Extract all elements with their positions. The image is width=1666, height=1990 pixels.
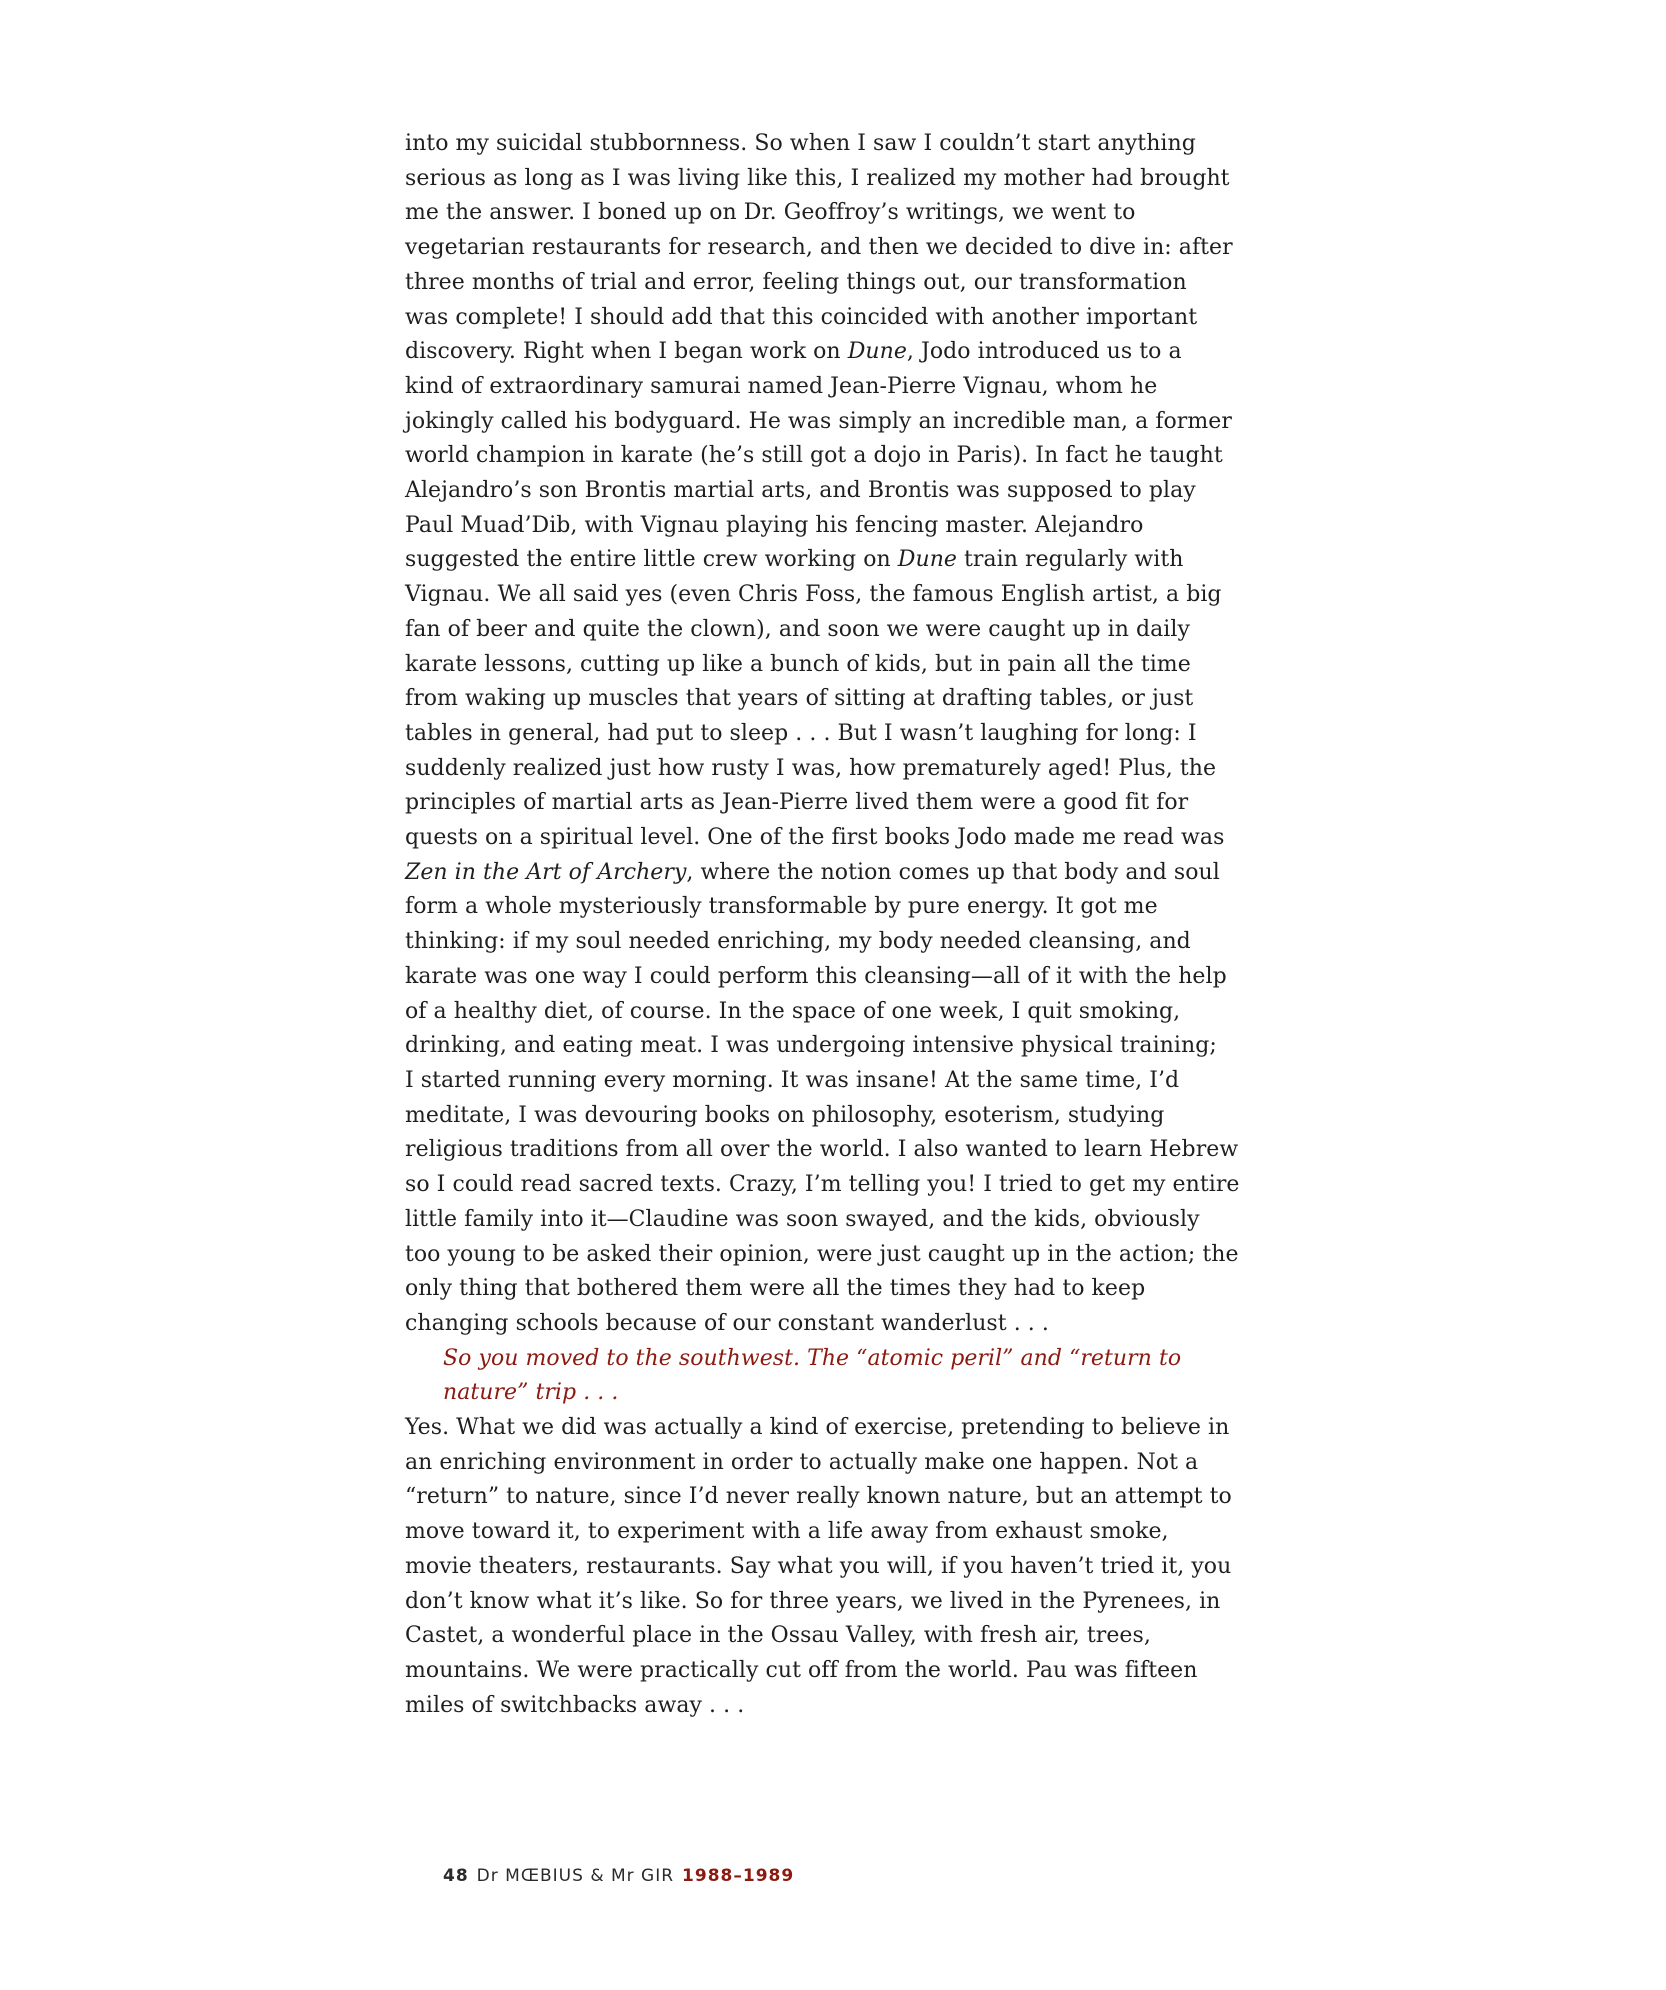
- text-run: , Jodo introduced us to a: [906, 339, 1182, 365]
- text-line: drinking, and eating meat. I was undergoing intensive physical training;: [405, 1033, 1217, 1059]
- text-line: of a healthy diet, of course. In the space of one week, I quit smoking,: [405, 998, 1181, 1024]
- text-line: Alejandro’s son Brontis martial arts, and Brontis was supposed to play: [405, 478, 1196, 504]
- text-line: only thing that bothered them were all the times they had to keep: [405, 1276, 1146, 1302]
- text-line: fan of beer and quite the clown), and soon we were caught up in daily: [405, 616, 1190, 642]
- text-line: kind of extraordinary samurai named Jean-Pierre Vignau, whom he: [405, 373, 1158, 399]
- text-line: three months of trial and error, feeling things out, our transformation: [405, 269, 1187, 295]
- text-line: Paul Muad’Dib, with Vignau playing his fencing master. Alejandro: [405, 512, 1144, 538]
- book-title-dune: Dune: [847, 339, 907, 365]
- text-line: suddenly realized just how rusty I was, how prematurely aged! Plus, the: [405, 755, 1217, 781]
- answer-paragraph-2: [405, 1411, 1245, 1723]
- running-title: Dr MŒBIUS & Mr GIR: [476, 1866, 675, 1886]
- text-line: [405, 335, 1245, 370]
- text-line: form a whole mysteriously transformable by pure energy. It got me: [405, 894, 1158, 920]
- text-line: thinking: if my soul needed enriching, my body needed cleansing, and: [405, 929, 1191, 955]
- text-run: train regularly with: [957, 547, 1184, 573]
- text-line: jokingly called his bodyguard. He was simply an incredible man, a former: [405, 408, 1232, 434]
- text-line: quests on a spiritual level. One of the first books Jodo made me read was: [405, 825, 1225, 851]
- text-line: too young to be asked their opinion, were just caught up in the action; the: [405, 1241, 1239, 1267]
- chapter-years: 1988–1989: [682, 1866, 795, 1886]
- text-line: karate lessons, cutting up like a bunch of kids, but in pain all the time: [405, 651, 1191, 677]
- book-title-zen: Zen in the Art of Archery: [405, 859, 687, 885]
- text-line: so I could read sacred texts. Crazy, I’m telling you! I tried to get my entire: [405, 1172, 1240, 1198]
- text-run: suggested the entire little crew working on: [405, 547, 898, 573]
- text-line: religious traditions from all over the world. I also wanted to learn Hebrew: [405, 1137, 1239, 1163]
- text-line: Yes. What we did was actually a kind of exercise, pretending to believe in: [405, 1415, 1230, 1441]
- interview-question: [405, 1342, 1245, 1411]
- text-line: [405, 856, 1245, 891]
- text-line: me the answer. I boned up on Dr. Geoffroy’s writings, we went to: [405, 200, 1136, 226]
- text-line: don’t know what it’s like. So for three years, we lived in the Pyrenees, in: [405, 1588, 1221, 1614]
- text-line: karate was one way I could perform this cleansing—all of it with the help: [405, 963, 1227, 989]
- text-line: “return” to nature, since I’d never really known nature, but an attempt to: [405, 1484, 1232, 1510]
- question-line: So you moved to the southwest. The “atomic peril” and “return to: [443, 1345, 1182, 1371]
- book-title-dune: Dune: [897, 547, 957, 573]
- text-line: Castet, a wonderful place in the Ossau Valley, with fresh air, trees,: [405, 1623, 1151, 1649]
- text-line: principles of martial arts as Jean-Pierre lived them were a good fit for: [405, 790, 1189, 816]
- text-line: into my suicidal stubbornness. So when I saw I couldn’t start anything: [405, 131, 1196, 156]
- text-line: little family into it—Claudine was soon swayed, and the kids, obviously: [405, 1206, 1200, 1232]
- text-line: movie theaters, restaurants. Say what you will, if you haven’t tried it, you: [405, 1553, 1232, 1579]
- page-number: 48: [443, 1866, 469, 1886]
- text-line: world champion in karate (he’s still got a dojo in Paris). In fact he taught: [405, 443, 1223, 469]
- text-line: I started running every morning. It was insane! At the same time, I’d: [405, 1067, 1180, 1093]
- text-line: meditate, I was devouring books on philosophy, esoterism, studying: [405, 1102, 1165, 1128]
- text-line: from waking up muscles that years of sitting at drafting tables, or just: [405, 686, 1194, 712]
- text-line: vegetarian restaurants for research, and then we decided to dive in: after: [405, 235, 1233, 261]
- page-footer: [443, 1866, 794, 1886]
- text-run: discovery. Right when I began work on: [405, 339, 848, 365]
- text-line: Vignau. We all said yes (even Chris Foss, the famous English artist, a big: [405, 582, 1222, 608]
- text-line: [405, 543, 1245, 578]
- answer-paragraph-1: [405, 127, 1245, 1342]
- body-text: [405, 127, 1245, 1723]
- text-line: move toward it, to experiment with a life away from exhaust smoke,: [405, 1519, 1169, 1545]
- text-line: was complete! I should add that this coincided with another important: [405, 304, 1198, 330]
- text-line: serious as long as I was living like this, I realized my mother had brought: [405, 165, 1230, 191]
- text-run: , where the notion comes up that body and soul: [686, 859, 1220, 885]
- text-line: an enriching environment in order to actually make one happen. Not a: [405, 1449, 1199, 1475]
- text-line: mountains. We were practically cut off from the world. Pau was fifteen: [405, 1657, 1198, 1683]
- text-line: changing schools because of our constant wanderlust . . .: [405, 1310, 1049, 1336]
- text-line: miles of switchbacks away . . .: [405, 1692, 745, 1718]
- question-line: nature” trip . . .: [443, 1380, 619, 1406]
- text-line: tables in general, had put to sleep . . . But I wasn’t laughing for long: I: [405, 720, 1197, 746]
